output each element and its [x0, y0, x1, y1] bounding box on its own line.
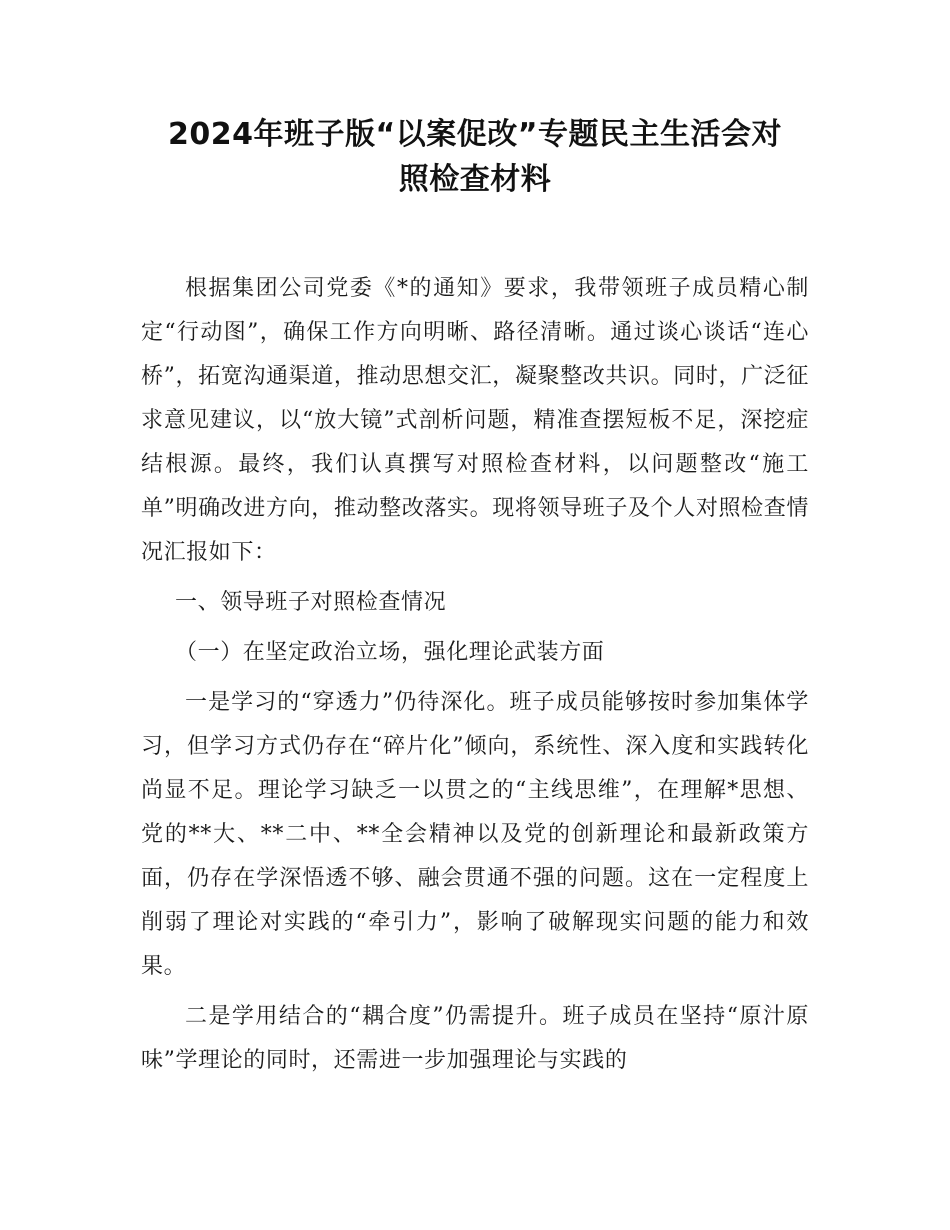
document-body — [141, 267, 809, 1089]
title-line-2: 照检查材料 — [398, 162, 552, 197]
section-heading: 一、领导班子对照检查情况 — [175, 590, 447, 615]
point-two-paragraph: 二是学用结合的“耦合度”仍需提升。班子成员在坚持“原汁原味”学理论的同时，还需进一步加强理论与实践的 — [141, 1004, 809, 1073]
title-line-1: 2024年班子版“以案促改”专题民主生活会对 — [168, 117, 782, 152]
point-one-paragraph: 一是学习的“穿透力”仍待深化。班子成员能够按时参加集体学习，但学习方式仍存在“碎片化”倾向，系统性、深入度和实践转化尚显不足。理论学习缺乏一以贯之的“主线思维”，在理解*思想、党的**大、**二中、**全会精神以及党的创新理论和最新政策方面，仍存在学深悟透不够、融会贯通不强的问题。这在一定程度上削弱了理论对实践的“牵引力”，影响了破解现实问题的能力和效果。 — [141, 690, 809, 979]
document-title — [110, 112, 840, 202]
intro-paragraph: 根据集团公司党委《*的通知》要求，我带领班子成员精心制定“行动图”，确保工作方向明晰、路径清晰。通过谈心谈话“连心桥”，拓宽沟通渠道，推动思想交汇，凝聚整改共识。同时，广泛征求意见建议，以“放大镜”式剖析问题，精准查摆短板不足，深挖症结根源。最终，我们认真撰写对照检查材料，以问题整改“施工单”明确改进方向，推动整改落实。现将领导班子及个人对照检查情况汇报如下： — [141, 276, 809, 565]
subsection-heading: （一）在坚定政治立场，强化理论武装方面 — [175, 640, 605, 665]
